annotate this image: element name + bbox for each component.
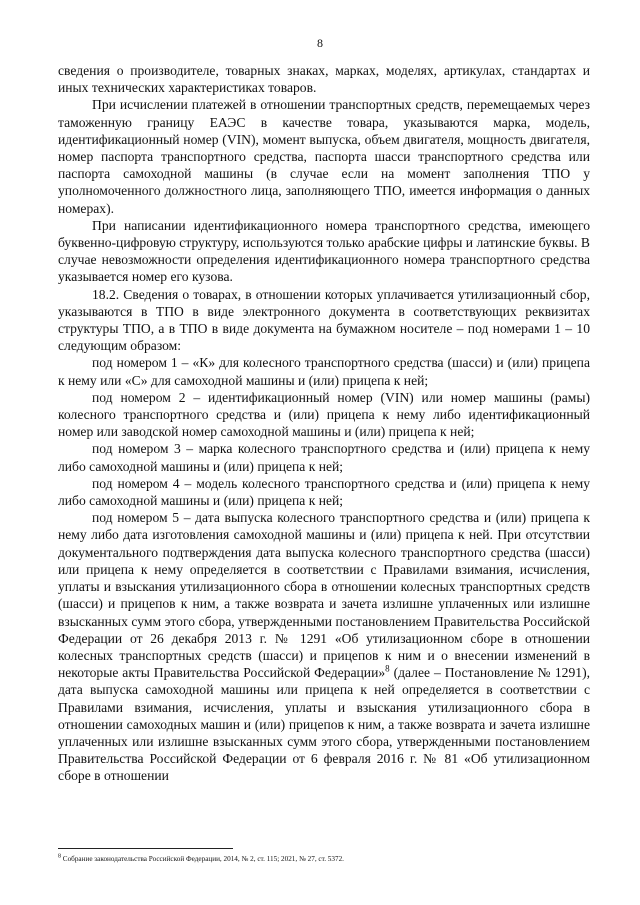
paragraph: сведения о производителе, товарных знаках, марках, моделях, артикулах, стандартах и иных технических характеристиках товаров.: [58, 63, 590, 96]
paragraph: 18.2. Сведения о товарах, в отношении которых уплачивается утилизационный сбор, указываются в ТПО в виде электронного документа в соответствующих реквизитах структуры ТПО, а в ТПО в виде документа на бумажном носителе – под номерами 1 – 10 следующим образом:: [58, 286, 590, 354]
paragraph: При исчислении платежей в отношении транспортных средств, перемещаемых через таможенную границу ЕАЭС в качестве товара, указываются марка, модель, идентификационный номер (VIN), момент выпуска, объем двигателя, мощность двигателя, номер паспорта транспортного средства, паспорта шасси транспортного средства или паспорта самоходной машины (в случае если на момент заполнения ТПО у уполномоченного должностного лица, заполняющего ТПО, имеется информация о данных номерах).: [58, 97, 590, 216]
footnote-marker: 8: [58, 853, 61, 860]
paragraph-text: под номером 5 – дата выпуска колесного транспортного средства и (или) прицепа к нему либо дата изготовления самоходной машины и (или) прицепа к ней. При отсутствии документального подтверждения дата выпуска колесного транспортного средства (шасси) или прицепа к нему определяется в соответствии с Правилами взимания, исчисления, уплаты и взыскания утилизационного сбора в отношении колесных транспортных средств (шасси) и прицепов к ним, а также возврата и зачета излишне уплаченных или излишне взысканных сумм этого сбора, утвержденными постановлением Правительства Российской Федерации от 26 декабря 2013 г. № 1291 «Об утилизационном сборе в отношении колесных транспортных средств (шасси) и прицепов к ним и о внесении изменений в некоторые акты Правительства Российской Федерации»: [58, 510, 590, 681]
page-number: 8: [317, 36, 323, 50]
paragraph: под номером 2 – идентификационный номер (VIN) или номер машины (рамы) колесного транспортного средства и (или) прицепа к нему либо идентификационный номер или заводской номер самоходной машины и (или) прицепа к ней;: [58, 389, 590, 440]
footnote-reference[interactable]: 8: [385, 663, 390, 674]
paragraph-text: (далее – Постановление № 1291), дата выпуска самоходной машины или прицепа к ней определяется в соответствии с Правилами взимания, исчисления, уплаты и взыскания утилизационного сбора в отношении самоходных машин и (или) прицепов к ним, а также возврата и зачета излишне уплаченных или излишне взысканных сумм этого сбора, утвержденными постановлением Правительства Российской Федерации от 6 февраля 2016 г. № 81 «Об утилизационном сборе в отношении: [58, 665, 590, 784]
footnote-divider: [58, 848, 233, 849]
footnote: [58, 854, 598, 864]
paragraph: под номером 3 – марка колесного транспортного средства и (или) прицепа к нему либо самоходной машины и (или) прицепа к ней;: [58, 441, 590, 474]
footnote-text: Собрание законодательства Российской Федерации, 2014, № 2, ст. 115; 2021, № 27, ст. 5372.: [62, 855, 344, 863]
paragraph: под номером 4 – модель колесного транспортного средства и (или) прицепа к нему либо самоходной машины и (или) прицепа к ней;: [58, 475, 590, 509]
document-body: [58, 62, 590, 785]
paragraph: под номером 1 – «К» для колесного транспортного средства (шасси) и (или) прицепа к нему или «С» для самоходной машины и (или) прицепа к ней;: [58, 355, 590, 388]
paragraph-item-5: [58, 509, 590, 784]
paragraph: При написании идентификационного номера транспортного средства, имеющего буквенно-цифровую структуру, используются только арабские цифры и латинские буквы. В случае невозможности определения идентификационного номера транспортного средства указывается номер его кузова.: [58, 217, 590, 285]
